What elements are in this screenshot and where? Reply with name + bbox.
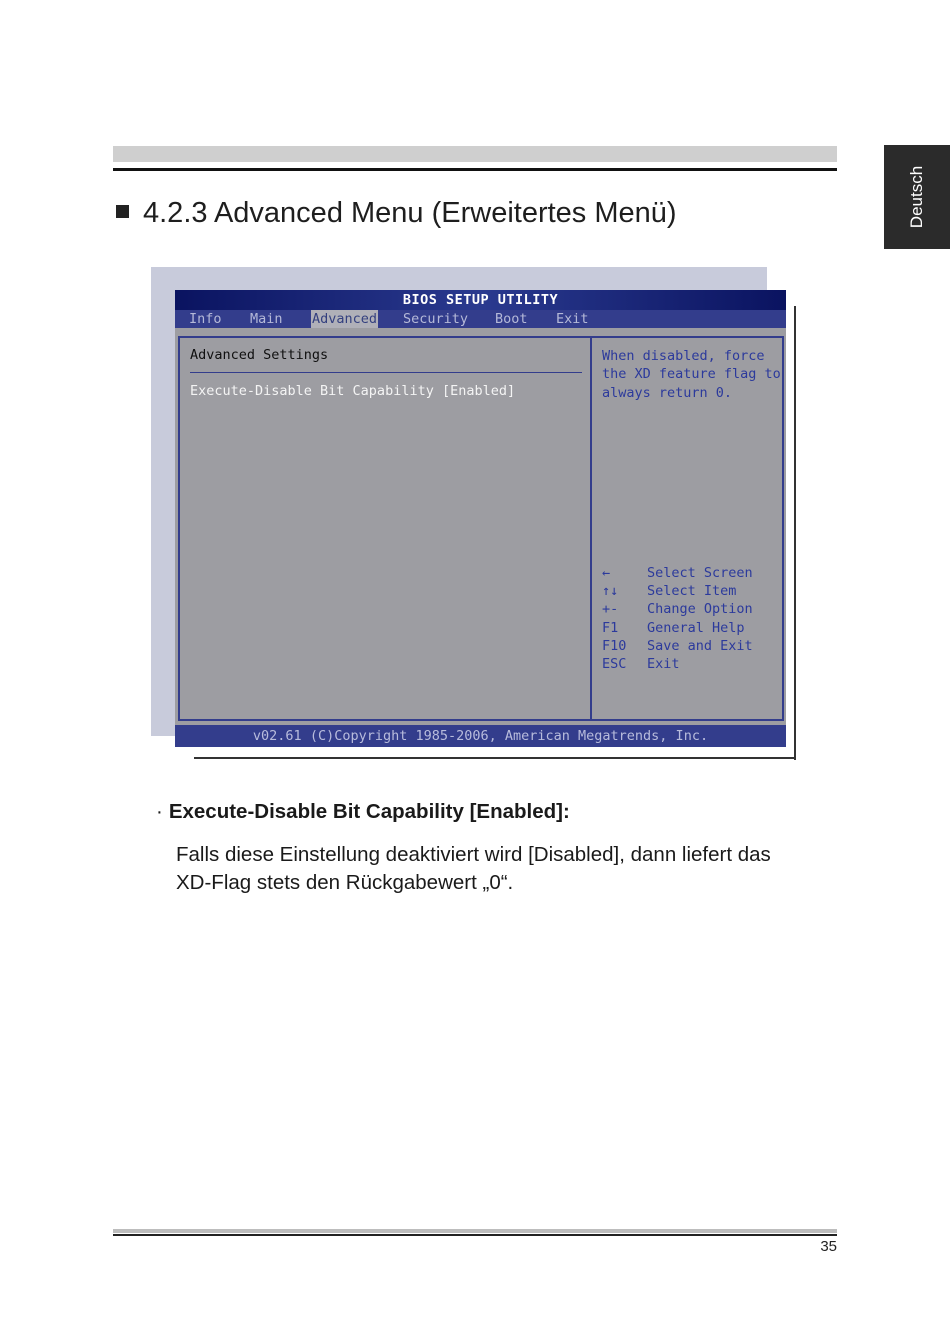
bios-figure-shadow-right (794, 306, 796, 760)
key-desc: General Help (647, 619, 745, 636)
bios-screen (175, 290, 786, 747)
language-tab (884, 145, 950, 249)
option-title-text: Execute-Disable Bit Capability [Enabled]: (168, 800, 570, 823)
bios-figure-shadow-bottom (194, 757, 796, 759)
bios-copyright-footer: v02.61 (C)Copyright 1985-2006, American Megatrends, Inc. (175, 725, 786, 747)
bios-tab-boot[interactable]: Boot (495, 311, 528, 327)
bios-tab-exit[interactable]: Exit (556, 311, 589, 327)
key-label: F10 (602, 637, 627, 654)
key-desc: Save and Exit (647, 637, 753, 654)
footer-rule-gray (113, 1229, 837, 1233)
bios-settings-panel (178, 336, 592, 721)
page-number: 35 (820, 1238, 837, 1255)
bios-title: BIOS SETUP UTILITY (175, 290, 786, 310)
section-heading (116, 197, 677, 230)
bios-menubar (175, 310, 786, 328)
bios-help-panel (590, 336, 784, 721)
key-desc: Select Item (647, 583, 737, 600)
option-description (176, 841, 771, 897)
bios-panel-divider (190, 372, 582, 373)
bios-tab-advanced[interactable]: Advanced (312, 311, 378, 327)
option-title (156, 800, 570, 824)
language-tab-label: Deutsch (907, 165, 926, 229)
header-rule-gray (113, 146, 837, 162)
bullet-dot-icon: · (156, 800, 163, 823)
option-description-line-2: XD-Flag stets den Rückgabewert „0“. (176, 871, 514, 894)
left-arrow-icon: ← (602, 565, 611, 581)
footer-rule-black (113, 1234, 837, 1236)
key-label: +- (602, 601, 619, 618)
bios-tab-main[interactable]: Main (250, 311, 283, 327)
bios-panel-heading: Advanced Settings (190, 347, 329, 363)
key-desc: Exit (647, 655, 680, 672)
square-bullet-icon (116, 205, 129, 218)
option-description-line-1: Falls diese Einstellung deaktiviert wird [Disabled], dann liefert das (176, 843, 771, 866)
section-title: 4.2.3 Advanced Menu (Erweitertes Menü) (143, 197, 677, 229)
key-label: ESC (602, 655, 627, 672)
key-label: F1 (602, 619, 619, 636)
up-down-arrows-icon: ↑↓ (602, 583, 619, 600)
key-desc: Select Screen (647, 565, 753, 581)
bios-tab-security[interactable]: Security (403, 311, 469, 327)
bios-option-execute-disable-bit[interactable]: Execute-Disable Bit Capability [Enabled] (190, 383, 516, 399)
header-rule-black (113, 168, 837, 171)
key-desc: Change Option (647, 601, 753, 618)
bios-help-text: When disabled, force the XD feature flag to always return 0. (602, 348, 781, 401)
bios-tab-info[interactable]: Info (189, 311, 222, 327)
